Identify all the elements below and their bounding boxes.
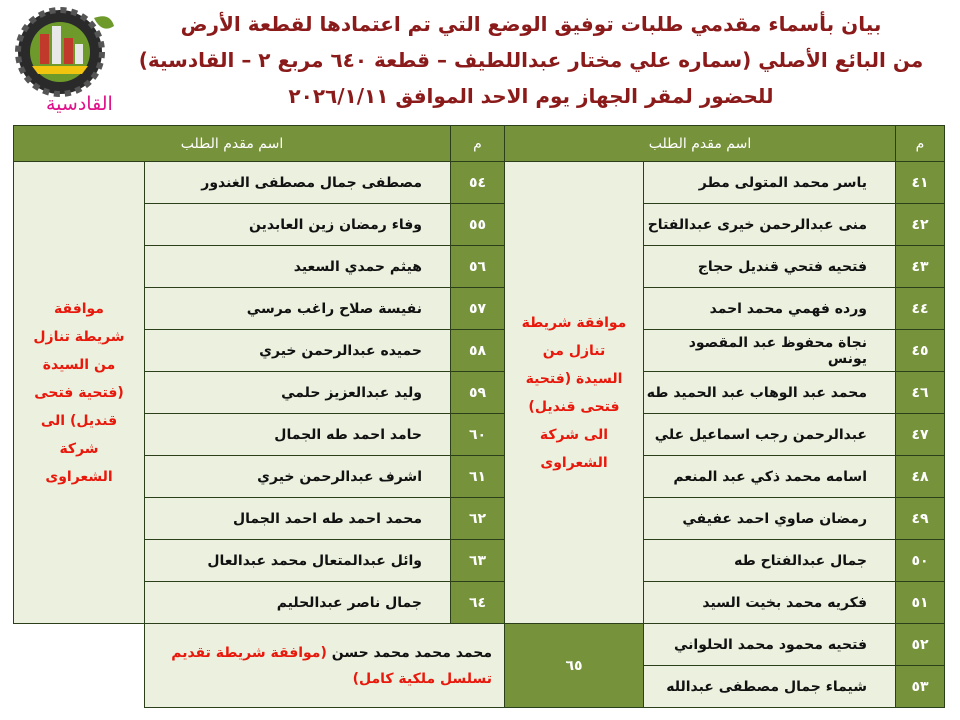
row-number: ٥٠ — [896, 540, 945, 582]
applicant-name: نفيسة صلاح راغب مرسي — [145, 288, 451, 330]
applicant-name: جمال عبدالفتاح طه — [644, 540, 896, 582]
table-row — [14, 204, 945, 246]
applicant-name: محمد محمد محمد حسن — [331, 644, 492, 661]
row-number: ٦٢ — [451, 498, 505, 540]
approval-note: موافقة شريطة تنازل من السيدة (فتحية فتحى قنديل) الى شركة الشعراوى — [505, 162, 644, 624]
special-condition: (موافقة شريطة تقديم تسلسل ملكية كامل) — [171, 644, 492, 687]
applicant-name: اشرف عبدالرحمن خيري — [145, 456, 451, 498]
applicant-name: محمد عبد الوهاب عبد الحميد طه — [644, 372, 896, 414]
applicant-name: جمال ناصر عبدالحليم — [145, 582, 451, 624]
applicant-name: وائل عبدالمتعال محمد عبدالعال — [145, 540, 451, 582]
title-line-1: بيان بأسماء مقدمي طلبات توفيق الوضع التي تم اعتمادها لقطعة الأرض — [180, 12, 882, 36]
approval-note: موافقة شريطة تنازل من السيدة (فتحية فتحى قنديل) الى شركة الشعراوى — [14, 162, 145, 624]
row-number: ٥٧ — [451, 288, 505, 330]
logo-city-name: القادسية — [46, 93, 113, 115]
row-number: ٦٣ — [451, 540, 505, 582]
applicant-name: ياسر محمد المتولى مطر — [644, 162, 896, 204]
table-row — [14, 456, 945, 498]
row-number: ٥٨ — [451, 330, 505, 372]
table-row — [14, 288, 945, 330]
table-body — [14, 162, 945, 708]
row-number: ٥٦ — [451, 246, 505, 288]
row-number: ٦١ — [451, 456, 505, 498]
document-title — [120, 6, 942, 114]
applicant-name: فتحيه فتحي قنديل حجاج — [644, 246, 896, 288]
title-line-3: للحضور لمقر الجهاز يوم الاحد الموافق ٢٠٢٦/١/١١ — [288, 84, 774, 108]
row-number: ٥٩ — [451, 372, 505, 414]
col-header-num: م — [896, 126, 945, 162]
applicant-name: محمد احمد طه احمد الجمال — [145, 498, 451, 540]
applicant-name: حميده عبدالرحمن خيري — [145, 330, 451, 372]
special-entry — [145, 624, 505, 708]
col-header-name: اسم مقدم الطلب — [505, 126, 896, 162]
applicant-name: منى عبدالرحمن خيرى عبدالفتاح — [644, 204, 896, 246]
row-number: ٥٤ — [451, 162, 505, 204]
applicant-name: رمضان صاوي احمد عفيفي — [644, 498, 896, 540]
table-row — [14, 372, 945, 414]
row-number: ٤٧ — [896, 414, 945, 456]
row-number: ٤٨ — [896, 456, 945, 498]
row-number: ٤١ — [896, 162, 945, 204]
applicant-name: وليد عبدالعزيز حلمي — [145, 372, 451, 414]
col-header-num: م — [451, 126, 505, 162]
row-number: ٤٣ — [896, 246, 945, 288]
row-number: ٤٥ — [896, 330, 945, 372]
row-number: ٤٢ — [896, 204, 945, 246]
row-number: ٤٩ — [896, 498, 945, 540]
applicant-name: وفاء رمضان زين العابدين — [145, 204, 451, 246]
title-line-2: من البائع الأصلي (سماره علي مختار عبداللطيف – قطعة ٦٤٠ مربع ٢ – القادسية) — [138, 48, 924, 72]
table-row — [14, 498, 945, 540]
col-header-name: اسم مقدم الطلب — [14, 126, 451, 162]
applicant-name: اسامه محمد ذكي عبد المنعم — [644, 456, 896, 498]
applicants-table — [13, 125, 945, 708]
table-row — [14, 414, 945, 456]
table-row — [14, 162, 945, 204]
table-row — [14, 246, 945, 288]
table-row — [14, 540, 945, 582]
row-number: ٦٥ — [505, 624, 644, 708]
applicant-name: فكريه محمد بخيت السيد — [644, 582, 896, 624]
applicant-name: هيثم حمدي السعيد — [145, 246, 451, 288]
row-number: ٦٤ — [451, 582, 505, 624]
applicant-name: شيماء جمال مصطفى عبدالله — [644, 666, 896, 708]
row-number: ٤٤ — [896, 288, 945, 330]
applicant-name: عبدالرحمن رجب اسماعيل علي — [644, 414, 896, 456]
applicant-name: نجاة محفوظ عبد المقصود يونس — [644, 330, 896, 372]
row-number: ٥١ — [896, 582, 945, 624]
row-number: ٤٦ — [896, 372, 945, 414]
table-row — [14, 330, 945, 372]
table-row — [14, 624, 945, 666]
applicant-name: فتحيه محمود محمد الحلواني — [644, 624, 896, 666]
applicant-name: ورده فهمي محمد احمد — [644, 288, 896, 330]
applicant-name: مصطفى جمال مصطفى الغندور — [145, 162, 451, 204]
row-number: ٦٠ — [451, 414, 505, 456]
applicant-name: حامد احمد طه الجمال — [145, 414, 451, 456]
table-header-row — [14, 126, 945, 162]
row-number: ٥٣ — [896, 666, 945, 708]
row-number: ٥٥ — [451, 204, 505, 246]
table-row — [14, 582, 945, 624]
row-number: ٥٢ — [896, 624, 945, 666]
